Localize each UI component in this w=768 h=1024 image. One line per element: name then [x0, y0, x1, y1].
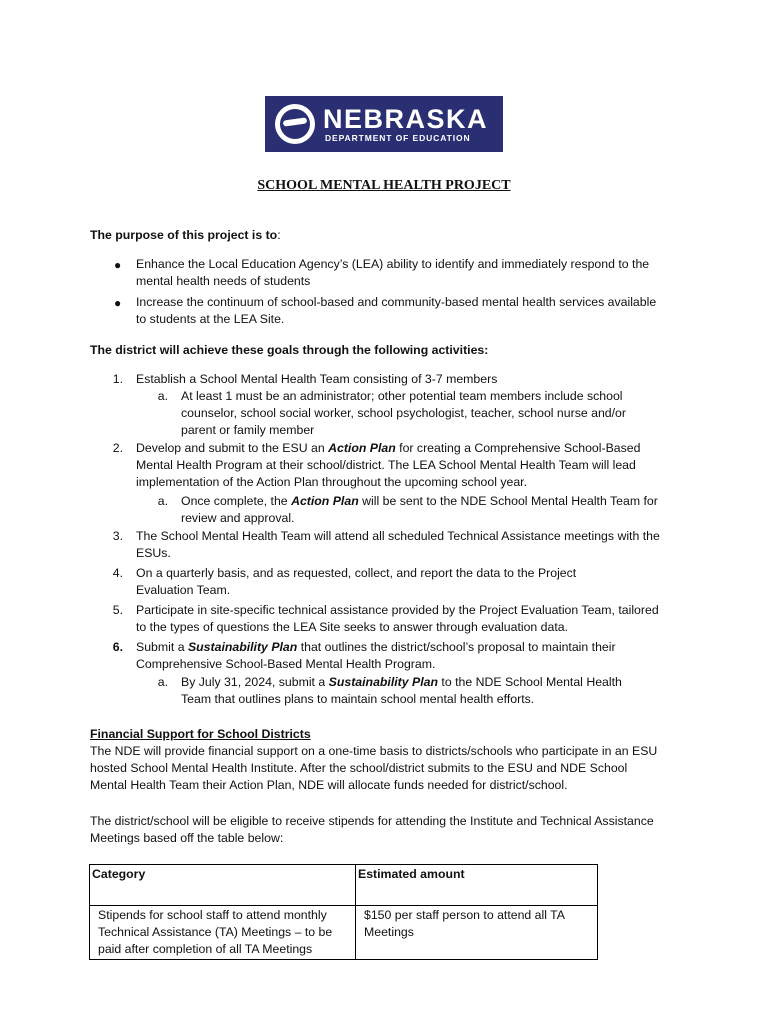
purpose-bullet-2: Increase the continuum of school-based and community-based mental health services available to students at the LEA Site.: [136, 295, 657, 326]
purpose-bullet-1: Enhance the Local Education Agency’s (LEA) ability to identify and immediately respond to the mental health needs of students: [136, 257, 650, 288]
table-header-amount: Estimated amount: [358, 867, 465, 881]
financial-heading: Financial Support for School Districts: [90, 727, 311, 741]
logo-wordmark: NEBRASKA: [323, 104, 489, 134]
activity-item-2: Develop and submit to the ESU an Action Plan for creating a Comprehensive School-Based Mental Health Program at their school/district. The LEA School Mental Health Team will lead implementation of the Action Plan throughout the upcoming school year.: [136, 441, 641, 489]
financial-paragraph-2: The district/school will be eligible to receive stipends for attending the Institute and Technical Assistance Meetings based off the table below:: [90, 814, 654, 845]
table-cell-amount: $150 per staff person to attend all TA Meetings: [364, 908, 565, 939]
activity-item-3: The School Mental Health Team will attend all scheduled Technical Assistance meetings with the ESUs.: [136, 529, 660, 560]
list-number: 2.: [112, 441, 123, 455]
activity-item-5: Participate in site-specific technical assistance provided by the Project Evaluation Team, tailored to the types of questions the LEA Site seeks to answer through evaluation data.: [136, 603, 659, 634]
list-number: 5.: [112, 603, 123, 617]
activity-item-6a: By July 31, 2024, submit a Sustainability Plan to the NDE School Mental Health Team that outlines plans to maintain school mental health efforts.: [181, 675, 622, 706]
stipend-table: [89, 864, 598, 960]
table-cell-category: Stipends for school staff to attend monthly Technical Assistance (TA) Meetings – to be paid after completion of all TA Meetings: [98, 908, 333, 956]
list-letter: a.: [157, 389, 168, 403]
activities-heading: The district will achieve these goals through the following activities:: [90, 343, 489, 357]
nebraska-seal-icon: [275, 104, 315, 144]
page-title: SCHOOL MENTAL HEALTH PROJECT: [257, 178, 511, 193]
list-number: 6.: [112, 640, 123, 654]
list-number: 4.: [112, 566, 123, 580]
bullet-icon: ●: [114, 296, 122, 310]
activity-item-1: Establish a School Mental Health Team consisting of 3-7 members: [136, 372, 498, 386]
logo-subtitle: DEPARTMENT OF EDUCATION: [325, 133, 471, 143]
nebraska-doe-logo: [265, 96, 503, 152]
bullet-icon: ●: [114, 258, 122, 272]
activity-item-4: On a quarterly basis, and as requested, collect, and report the data to the Project Evaluation Team.: [136, 566, 577, 597]
activity-item-6: Submit a Sustainability Plan that outlines the district/school’s proposal to maintain their Comprehensive School-Based Mental Health Program.: [136, 640, 616, 671]
activity-item-1a: At least 1 must be an administrator; other potential team members include school counselor, school social worker, school psychologist, teacher, school nurse and/or parent or family member: [181, 389, 626, 437]
list-letter: a.: [157, 494, 168, 508]
purpose-heading: The purpose of this project is to:: [90, 228, 281, 242]
financial-paragraph-1: The NDE will provide financial support on a one-time basis to districts/schools who participate in an ESU hosted School Mental Health Institute. After the school/district submits to the ESU and NDE School Mental Health Team their Action Plan, NDE will allocate funds needed for district/school.: [90, 744, 658, 792]
table-header-category: Category: [92, 867, 146, 881]
list-letter: a.: [157, 675, 168, 689]
list-number: 3.: [112, 529, 123, 543]
activity-item-2a: Once complete, the Action Plan will be sent to the NDE School Mental Health Team for review and approval.: [181, 494, 658, 525]
list-number: 1.: [112, 372, 123, 386]
